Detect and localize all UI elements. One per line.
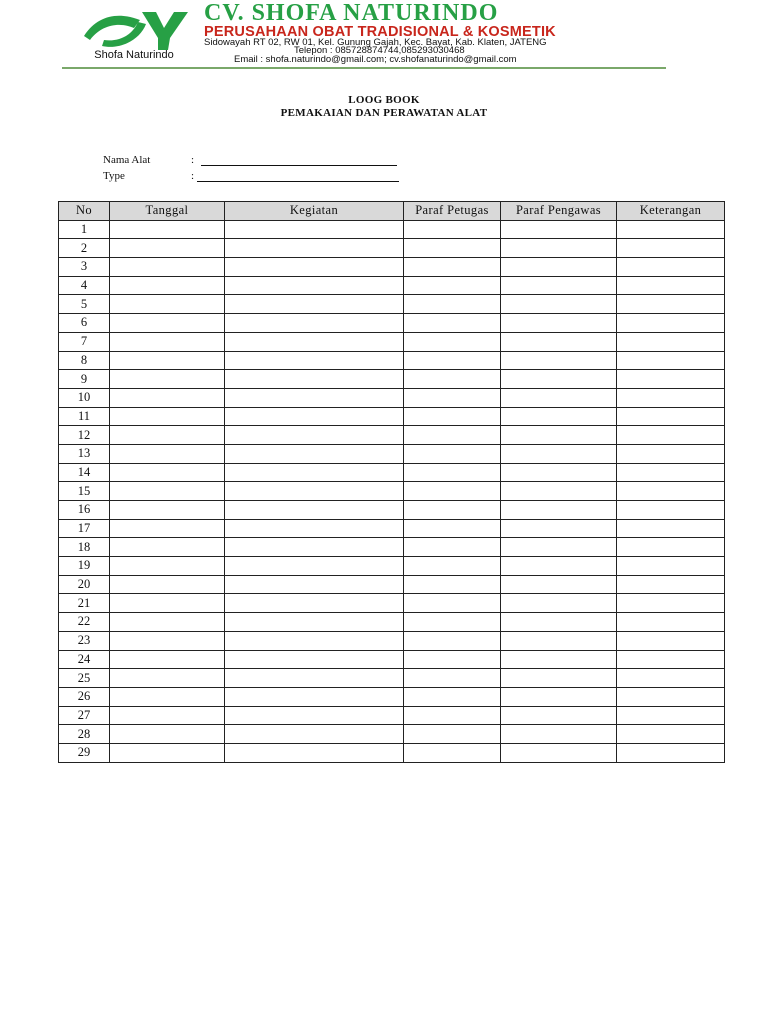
keterangan-cell[interactable] — [617, 370, 725, 389]
tanggal-cell[interactable] — [110, 351, 225, 370]
keterangan-cell[interactable] — [617, 295, 725, 314]
row-number-cell: 10 — [59, 388, 110, 407]
kegiatan-cell[interactable] — [225, 351, 404, 370]
table-row — [59, 370, 725, 389]
row-number-cell: 18 — [59, 538, 110, 557]
keterangan-cell[interactable] — [617, 332, 725, 351]
column-header-tanggal: Tanggal — [110, 202, 225, 221]
row-number-cell: 27 — [59, 706, 110, 725]
tanggal-cell[interactable] — [110, 239, 225, 258]
keterangan-cell[interactable] — [617, 444, 725, 463]
table-row — [59, 501, 725, 520]
keterangan-cell[interactable] — [617, 594, 725, 613]
tanggal-cell[interactable] — [110, 706, 225, 725]
table-row — [59, 613, 725, 632]
paraf-pengawas-cell[interactable] — [501, 220, 617, 239]
row-number-cell: 8 — [59, 351, 110, 370]
keterangan-cell[interactable] — [617, 314, 725, 333]
keterangan-cell[interactable] — [617, 276, 725, 295]
table-row — [59, 332, 725, 351]
kegiatan-cell[interactable] — [225, 594, 404, 613]
table-row — [59, 631, 725, 650]
paraf-petugas-cell[interactable] — [404, 407, 501, 426]
keterangan-cell[interactable] — [617, 613, 725, 632]
tanggal-cell[interactable] — [110, 482, 225, 501]
kegiatan-cell[interactable] — [225, 370, 404, 389]
table-row — [59, 239, 725, 258]
keterangan-cell[interactable] — [617, 725, 725, 744]
kegiatan-cell[interactable] — [225, 725, 404, 744]
kegiatan-cell[interactable] — [225, 258, 404, 277]
tanggal-cell[interactable] — [110, 258, 225, 277]
paraf-petugas-cell[interactable] — [404, 687, 501, 706]
row-number-cell: 11 — [59, 407, 110, 426]
keterangan-cell[interactable] — [617, 743, 725, 762]
paraf-pengawas-cell[interactable] — [501, 295, 617, 314]
document-subtitle: PEMAKAIAN DAN PERAWATAN ALAT — [280, 107, 488, 119]
table-row — [59, 295, 725, 314]
company-logo-icon — [80, 6, 190, 52]
table-row — [59, 594, 725, 613]
tanggal-cell[interactable] — [110, 276, 225, 295]
row-number-cell: 6 — [59, 314, 110, 333]
company-tagline: PERUSAHAAN OBAT TRADISIONAL & KOSMETIK — [204, 24, 556, 40]
kegiatan-cell[interactable] — [225, 463, 404, 482]
row-number-cell: 26 — [59, 687, 110, 706]
paraf-petugas-cell[interactable] — [404, 613, 501, 632]
row-number-cell: 29 — [59, 743, 110, 762]
keterangan-cell[interactable] — [617, 239, 725, 258]
table-row — [59, 706, 725, 725]
tanggal-cell[interactable] — [110, 444, 225, 463]
kegiatan-cell[interactable] — [225, 575, 404, 594]
paraf-pengawas-cell[interactable] — [501, 538, 617, 557]
paraf-petugas-cell[interactable] — [404, 314, 501, 333]
tanggal-cell[interactable] — [110, 631, 225, 650]
kegiatan-cell[interactable] — [225, 613, 404, 632]
tanggal-cell[interactable] — [110, 669, 225, 688]
log-table — [58, 201, 725, 763]
table-row — [59, 463, 725, 482]
kegiatan-cell[interactable] — [225, 407, 404, 426]
paraf-petugas-cell[interactable] — [404, 220, 501, 239]
tanggal-cell[interactable] — [110, 407, 225, 426]
table-row — [59, 220, 725, 239]
kegiatan-cell[interactable] — [225, 482, 404, 501]
kegiatan-cell[interactable] — [225, 669, 404, 688]
paraf-pengawas-cell[interactable] — [501, 706, 617, 725]
kegiatan-cell[interactable] — [225, 519, 404, 538]
paraf-pengawas-cell[interactable] — [501, 575, 617, 594]
row-number-cell: 17 — [59, 519, 110, 538]
kegiatan-cell[interactable] — [225, 239, 404, 258]
paraf-pengawas-cell[interactable] — [501, 613, 617, 632]
type-blank-line[interactable] — [197, 181, 399, 182]
paraf-pengawas-cell[interactable] — [501, 444, 617, 463]
paraf-petugas-cell[interactable] — [404, 519, 501, 538]
paraf-pengawas-cell[interactable] — [501, 669, 617, 688]
row-number-cell: 15 — [59, 482, 110, 501]
row-number-cell: 25 — [59, 669, 110, 688]
paraf-petugas-cell[interactable] — [404, 332, 501, 351]
field-colon: : — [191, 170, 195, 182]
table-row — [59, 407, 725, 426]
paraf-pengawas-cell[interactable] — [501, 351, 617, 370]
paraf-petugas-cell[interactable] — [404, 276, 501, 295]
paraf-petugas-cell[interactable] — [404, 463, 501, 482]
keterangan-cell[interactable] — [617, 351, 725, 370]
paraf-pengawas-cell[interactable] — [501, 258, 617, 277]
row-number-cell: 22 — [59, 613, 110, 632]
table-row — [59, 650, 725, 669]
paraf-pengawas-cell[interactable] — [501, 650, 617, 669]
company-address: Sidowayah RT 02, RW 01, Kel. Gunung Gajah, Kec. Bayat, Kab. Klaten, JATENG — [204, 37, 547, 48]
paraf-pengawas-cell[interactable] — [501, 519, 617, 538]
paraf-petugas-cell[interactable] — [404, 706, 501, 725]
paraf-petugas-cell[interactable] — [404, 501, 501, 520]
keterangan-cell[interactable] — [617, 519, 725, 538]
table-row — [59, 482, 725, 501]
tanggal-cell[interactable] — [110, 594, 225, 613]
kegiatan-cell[interactable] — [225, 650, 404, 669]
row-number-cell: 5 — [59, 295, 110, 314]
keterangan-cell[interactable] — [617, 557, 725, 576]
paraf-pengawas-cell[interactable] — [501, 743, 617, 762]
kegiatan-cell[interactable] — [225, 743, 404, 762]
keterangan-cell[interactable] — [617, 463, 725, 482]
kegiatan-cell[interactable] — [225, 426, 404, 445]
kegiatan-cell[interactable] — [225, 276, 404, 295]
table-row — [59, 669, 725, 688]
logo-caption: Shofa Naturindo — [94, 49, 174, 61]
table-body — [59, 220, 725, 762]
tanggal-cell[interactable] — [110, 687, 225, 706]
paraf-petugas-cell[interactable] — [404, 650, 501, 669]
table-row — [59, 575, 725, 594]
paraf-pengawas-cell[interactable] — [501, 239, 617, 258]
row-number-cell: 21 — [59, 594, 110, 613]
keterangan-cell[interactable] — [617, 669, 725, 688]
kegiatan-cell[interactable] — [225, 332, 404, 351]
tanggal-cell[interactable] — [110, 220, 225, 239]
row-number-cell: 9 — [59, 370, 110, 389]
table-row — [59, 743, 725, 762]
kegiatan-cell[interactable] — [225, 295, 404, 314]
tanggal-cell[interactable] — [110, 463, 225, 482]
tanggal-cell[interactable] — [110, 501, 225, 520]
table-row — [59, 314, 725, 333]
nama-alat-blank-line[interactable] — [201, 165, 397, 166]
tanggal-cell[interactable] — [110, 538, 225, 557]
table-row — [59, 258, 725, 277]
tanggal-cell[interactable] — [110, 743, 225, 762]
column-header-paraf-petugas: Paraf Petugas — [404, 202, 501, 221]
paraf-pengawas-cell[interactable] — [501, 388, 617, 407]
column-header-kegiatan: Kegiatan — [225, 202, 404, 221]
row-number-cell: 19 — [59, 557, 110, 576]
paraf-pengawas-cell[interactable] — [501, 557, 617, 576]
tanggal-cell[interactable] — [110, 650, 225, 669]
paraf-pengawas-cell[interactable] — [501, 594, 617, 613]
kegiatan-cell[interactable] — [225, 501, 404, 520]
document-title: LOOG BOOK — [348, 94, 420, 106]
paraf-pengawas-cell[interactable] — [501, 426, 617, 445]
paraf-pengawas-cell[interactable] — [501, 314, 617, 333]
company-email: Email : shofa.naturindo@gmail.com; cv.shofanaturindo@gmail.com — [234, 54, 517, 65]
table-row — [59, 388, 725, 407]
paraf-petugas-cell[interactable] — [404, 631, 501, 650]
row-number-cell: 4 — [59, 276, 110, 295]
row-number-cell: 3 — [59, 258, 110, 277]
tanggal-cell[interactable] — [110, 332, 225, 351]
tanggal-cell[interactable] — [110, 388, 225, 407]
table-row — [59, 351, 725, 370]
keterangan-cell[interactable] — [617, 220, 725, 239]
letterhead — [64, 0, 666, 70]
paraf-pengawas-cell[interactable] — [501, 463, 617, 482]
paraf-pengawas-cell[interactable] — [501, 725, 617, 744]
row-number-cell: 24 — [59, 650, 110, 669]
paraf-pengawas-cell[interactable] — [501, 631, 617, 650]
keterangan-cell[interactable] — [617, 650, 725, 669]
kegiatan-cell[interactable] — [225, 687, 404, 706]
keterangan-cell[interactable] — [617, 407, 725, 426]
paraf-petugas-cell[interactable] — [404, 594, 501, 613]
row-number-cell: 28 — [59, 725, 110, 744]
paraf-petugas-cell[interactable] — [404, 444, 501, 463]
column-header-keterangan: Keterangan — [617, 202, 725, 221]
paraf-petugas-cell[interactable] — [404, 575, 501, 594]
kegiatan-cell[interactable] — [225, 706, 404, 725]
keterangan-cell[interactable] — [617, 687, 725, 706]
kegiatan-cell[interactable] — [225, 631, 404, 650]
kegiatan-cell[interactable] — [225, 388, 404, 407]
tanggal-cell[interactable] — [110, 519, 225, 538]
tanggal-cell[interactable] — [110, 426, 225, 445]
tanggal-cell[interactable] — [110, 314, 225, 333]
company-phone: Telepon : 085728874744,085293030468 — [294, 45, 465, 56]
kegiatan-cell[interactable] — [225, 314, 404, 333]
table-row — [59, 557, 725, 576]
paraf-petugas-cell[interactable] — [404, 426, 501, 445]
keterangan-cell[interactable] — [617, 501, 725, 520]
row-number-cell: 2 — [59, 239, 110, 258]
tanggal-cell[interactable] — [110, 557, 225, 576]
column-header-paraf-pengawas: Paraf Pengawas — [501, 202, 617, 221]
table-row — [59, 687, 725, 706]
tanggal-cell[interactable] — [110, 725, 225, 744]
paraf-petugas-cell[interactable] — [404, 351, 501, 370]
row-number-cell: 20 — [59, 575, 110, 594]
row-number-cell: 13 — [59, 444, 110, 463]
row-number-cell: 1 — [59, 220, 110, 239]
paraf-pengawas-cell[interactable] — [501, 687, 617, 706]
kegiatan-cell[interactable] — [225, 220, 404, 239]
keterangan-cell[interactable] — [617, 258, 725, 277]
paraf-pengawas-cell[interactable] — [501, 332, 617, 351]
field-label: Nama Alat — [103, 154, 151, 166]
tanggal-cell[interactable] — [110, 613, 225, 632]
kegiatan-cell[interactable] — [225, 444, 404, 463]
keterangan-cell[interactable] — [617, 426, 725, 445]
table-header-row — [59, 202, 725, 221]
paraf-petugas-cell[interactable] — [404, 388, 501, 407]
row-number-cell: 12 — [59, 426, 110, 445]
field-colon: : — [191, 154, 195, 166]
table-row — [59, 276, 725, 295]
field-label: Type — [103, 170, 125, 182]
table-row — [59, 725, 725, 744]
paraf-pengawas-cell[interactable] — [501, 407, 617, 426]
paraf-pengawas-cell[interactable] — [501, 276, 617, 295]
keterangan-cell[interactable] — [617, 538, 725, 557]
keterangan-cell[interactable] — [617, 482, 725, 501]
row-number-cell: 7 — [59, 332, 110, 351]
row-number-cell: 23 — [59, 631, 110, 650]
kegiatan-cell[interactable] — [225, 557, 404, 576]
tanggal-cell[interactable] — [110, 370, 225, 389]
tanggal-cell[interactable] — [110, 575, 225, 594]
paraf-petugas-cell[interactable] — [404, 258, 501, 277]
paraf-petugas-cell[interactable] — [404, 370, 501, 389]
paraf-petugas-cell[interactable] — [404, 669, 501, 688]
paraf-petugas-cell[interactable] — [404, 239, 501, 258]
header-divider — [62, 67, 666, 69]
paraf-pengawas-cell[interactable] — [501, 370, 617, 389]
paraf-petugas-cell[interactable] — [404, 725, 501, 744]
row-number-cell: 14 — [59, 463, 110, 482]
tanggal-cell[interactable] — [110, 295, 225, 314]
table-row — [59, 519, 725, 538]
table-row — [59, 538, 725, 557]
paraf-petugas-cell[interactable] — [404, 482, 501, 501]
table-row — [59, 444, 725, 463]
keterangan-cell[interactable] — [617, 388, 725, 407]
paraf-petugas-cell[interactable] — [404, 295, 501, 314]
kegiatan-cell[interactable] — [225, 538, 404, 557]
paraf-pengawas-cell[interactable] — [501, 482, 617, 501]
paraf-petugas-cell[interactable] — [404, 557, 501, 576]
column-header-no: No — [59, 202, 110, 221]
table-row — [59, 426, 725, 445]
keterangan-cell[interactable] — [617, 575, 725, 594]
paraf-petugas-cell[interactable] — [404, 538, 501, 557]
company-name: CV. SHOFA NATURINDO — [204, 0, 499, 26]
keterangan-cell[interactable] — [617, 631, 725, 650]
paraf-petugas-cell[interactable] — [404, 743, 501, 762]
keterangan-cell[interactable] — [617, 706, 725, 725]
paraf-pengawas-cell[interactable] — [501, 501, 617, 520]
row-number-cell: 16 — [59, 501, 110, 520]
